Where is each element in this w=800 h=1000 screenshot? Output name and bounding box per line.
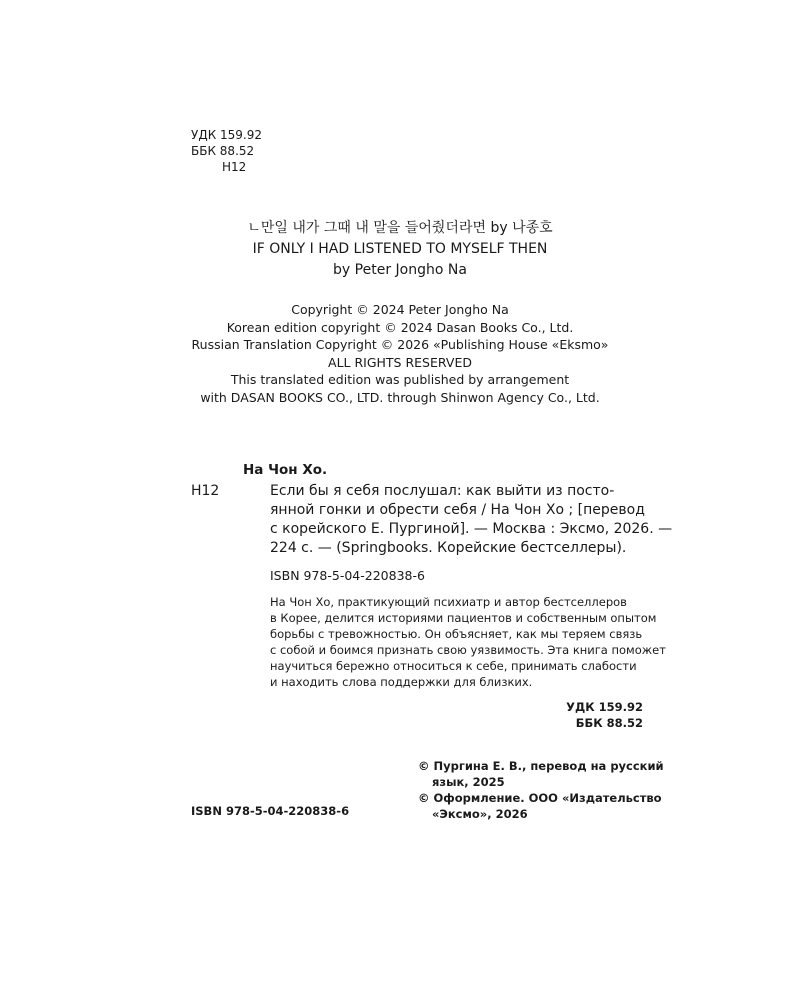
author-heading: На Чон Хо. [243, 462, 328, 478]
copyright-line: with DASAN BOOKS CO., LTD. through Shinwon Agency Co., Ltd. [200, 389, 600, 405]
bibliographic-description [270, 482, 673, 558]
annotation-line: На Чон Хо, практикующий психиатр и автор бестселлеров [270, 595, 627, 609]
bbk-code: ББК 88.52 [575, 716, 643, 730]
annotation-line: с собой и боимся признать свою уязвимость. Эта книга поможет [270, 643, 666, 657]
design-credit-line: © Оформление. ООО «Издательство [418, 791, 662, 805]
bbk-code: ББК 88.52 [191, 144, 255, 158]
bib-line: Если бы я себя послушал: как выйти из посто- [270, 483, 615, 499]
design-credit-line: «Эксмо», 2026 [432, 807, 528, 821]
classification-codes-top [191, 127, 262, 175]
bib-index-mark: Н12 [191, 483, 220, 499]
isbn-bottom: ISBN 978-5-04-220838-6 [191, 804, 350, 818]
udk-code: УДК 159.92 [566, 700, 643, 714]
copyright-line: This translated edition was published by arrangement [230, 372, 570, 387]
copyright-notice [150, 301, 650, 406]
copyright-line: Korean edition copyright © 2024 Dasan Books Co., Ltd. [226, 319, 574, 335]
english-title: IF ONLY I HAD LISTENED TO MYSELF THEN [252, 241, 548, 257]
copyright-line: ALL RIGHTS RESERVED [328, 354, 472, 370]
copyright-line: Russian Translation Copyright © 2026 «Publishing House «Eksmo» [191, 337, 609, 352]
bib-line: с корейского Е. Пургиной]. — Москва : Эксмо, 2026. — [270, 521, 673, 537]
copyright-line: Copyright © 2024 Peter Jongho Na [291, 302, 509, 317]
author-mark: Н12 [222, 160, 247, 174]
annotation-line: научиться бережно относиться к себе, принимать слабости [270, 659, 637, 673]
isbn-record: ISBN 978-5-04-220838-6 [270, 568, 425, 583]
original-edition-block [150, 218, 650, 281]
annotation [270, 594, 666, 690]
classification-codes-bottom [500, 699, 643, 731]
korean-title: ㄴ만일 내가 그때 내 말을 들어줬더라면 by 나종호 [247, 220, 553, 236]
translation-credit-line: © Пургина Е. В., перевод на русский [418, 759, 664, 773]
bib-line: 224 с. — (Springbooks. Корейские бестселлеры). [270, 540, 627, 556]
english-author: by Peter Jongho Na [333, 262, 467, 278]
annotation-line: и находить слова поддержки для близких. [270, 675, 533, 689]
credits-block [418, 758, 664, 822]
annotation-line: борьбы с тревожностью. Он объясняет, как мы теряем связь [270, 627, 643, 641]
annotation-line: в Корее, делится историями пациентов и собственным опытом [270, 611, 657, 625]
udk-code: УДК 159.92 [191, 128, 263, 142]
translation-credit-line: язык, 2025 [432, 775, 505, 789]
bib-line: янной гонки и обрести себя / На Чон Хо ; [перевод [270, 502, 645, 518]
